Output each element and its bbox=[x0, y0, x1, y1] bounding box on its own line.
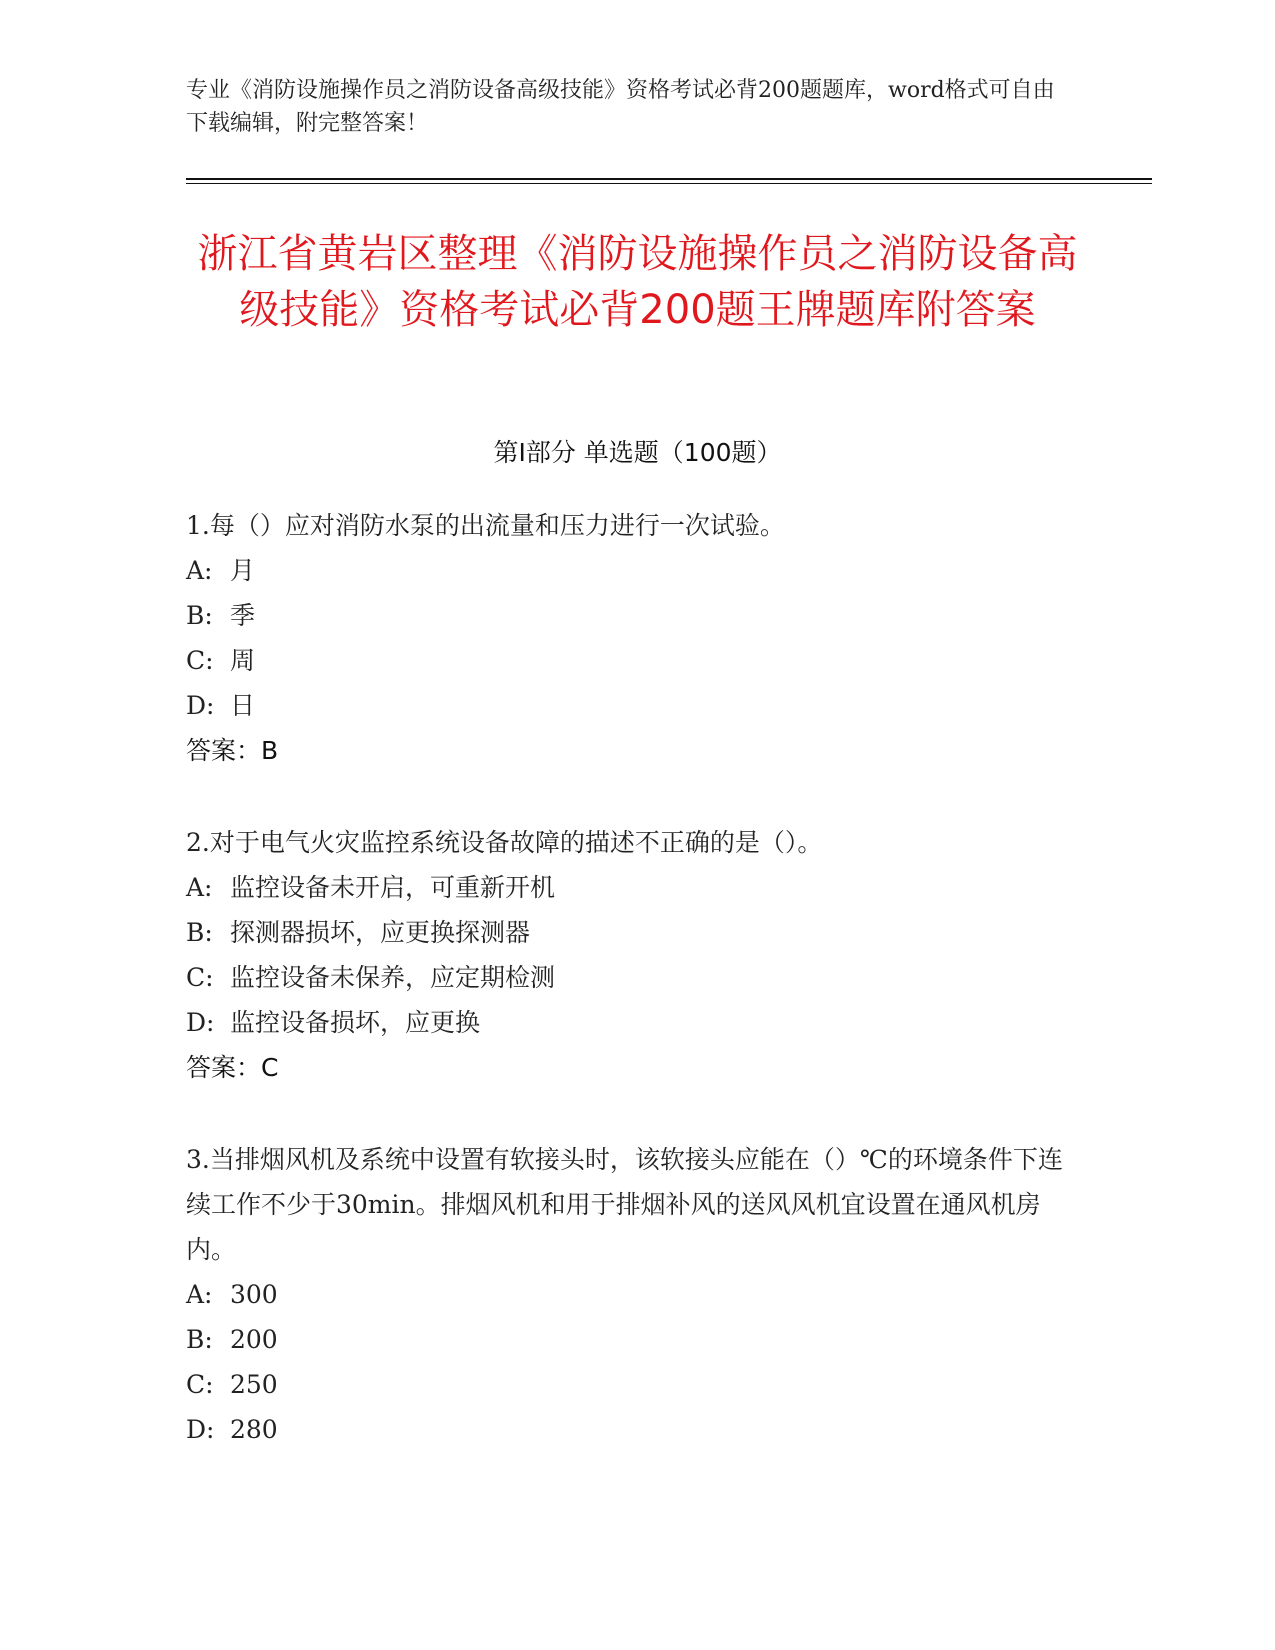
option-letter: A: bbox=[186, 873, 213, 902]
option-letter: B: bbox=[186, 918, 213, 947]
option-text: 监控设备未开启，可重新开机 bbox=[230, 873, 556, 902]
option-letter: D: bbox=[186, 691, 215, 720]
option-letter: C: bbox=[186, 646, 214, 675]
option-d bbox=[186, 1407, 1086, 1452]
option-c bbox=[186, 1362, 1086, 1407]
option-text: 300 bbox=[230, 1280, 278, 1309]
option-b bbox=[186, 910, 1086, 955]
option-letter: D: bbox=[186, 1008, 215, 1037]
option-c bbox=[186, 638, 1086, 683]
header-divider-thin bbox=[186, 183, 1152, 184]
option-d bbox=[186, 1000, 1086, 1045]
option-a bbox=[186, 865, 1086, 910]
option-text: 250 bbox=[230, 1370, 278, 1399]
answer: 答案：B bbox=[186, 736, 279, 765]
option-letter: D: bbox=[186, 1415, 215, 1444]
question-stem: 2.对于电气火灾监控系统设备故障的描述不正确的是（）。 bbox=[186, 828, 823, 857]
header-divider-thick bbox=[186, 178, 1152, 180]
header-note: 专业《消防设施操作员之消防设备高级技能》资格考试必背200题题库，word格式可自由下载编辑，附完整答案！ bbox=[186, 78, 1055, 136]
option-text: 200 bbox=[230, 1325, 278, 1354]
document-title: 浙江省黄岩区整理《消防设施操作员之消防设备高级技能》资格考试必背200题王牌题库附答案 bbox=[197, 231, 1078, 333]
option-a bbox=[186, 548, 1086, 593]
answer: 答案：C bbox=[186, 1053, 279, 1082]
question-3 bbox=[186, 1137, 1086, 1452]
option-a bbox=[186, 1272, 1086, 1317]
question-2 bbox=[186, 820, 1086, 1090]
option-d bbox=[186, 683, 1086, 728]
option-b bbox=[186, 593, 1086, 638]
option-text: 监控设备损坏，应更换 bbox=[230, 1008, 481, 1037]
option-text: 280 bbox=[230, 1415, 278, 1444]
option-text: 月 bbox=[230, 556, 256, 585]
option-letter: A: bbox=[186, 556, 213, 585]
option-letter: B: bbox=[186, 601, 213, 630]
option-text: 监控设备未保养，应定期检测 bbox=[230, 963, 556, 992]
option-text: 季 bbox=[230, 601, 256, 630]
option-text: 周 bbox=[230, 646, 256, 675]
option-text: 探测器损坏，应更换探测器 bbox=[230, 918, 531, 947]
option-letter: B: bbox=[186, 1325, 213, 1354]
option-letter: C: bbox=[186, 963, 214, 992]
option-letter: C: bbox=[186, 1370, 214, 1399]
option-c bbox=[186, 955, 1086, 1000]
option-b bbox=[186, 1317, 1086, 1362]
question-1 bbox=[186, 503, 1086, 773]
option-text: 日 bbox=[230, 691, 256, 720]
section-heading: 第Ⅰ部分 单选题（100题） bbox=[493, 438, 782, 467]
option-letter: A: bbox=[186, 1280, 213, 1309]
question-stem: 1.每（）应对消防水泵的出流量和压力进行一次试验。 bbox=[186, 511, 785, 540]
question-stem: 3.当排烟风机及系统中设置有软接头时，该软接头应能在（）℃的环境条件下连续工作不少于30min。排烟风机和用于排烟补风的送风风机宜设置在通风机房内。 bbox=[186, 1145, 1063, 1264]
